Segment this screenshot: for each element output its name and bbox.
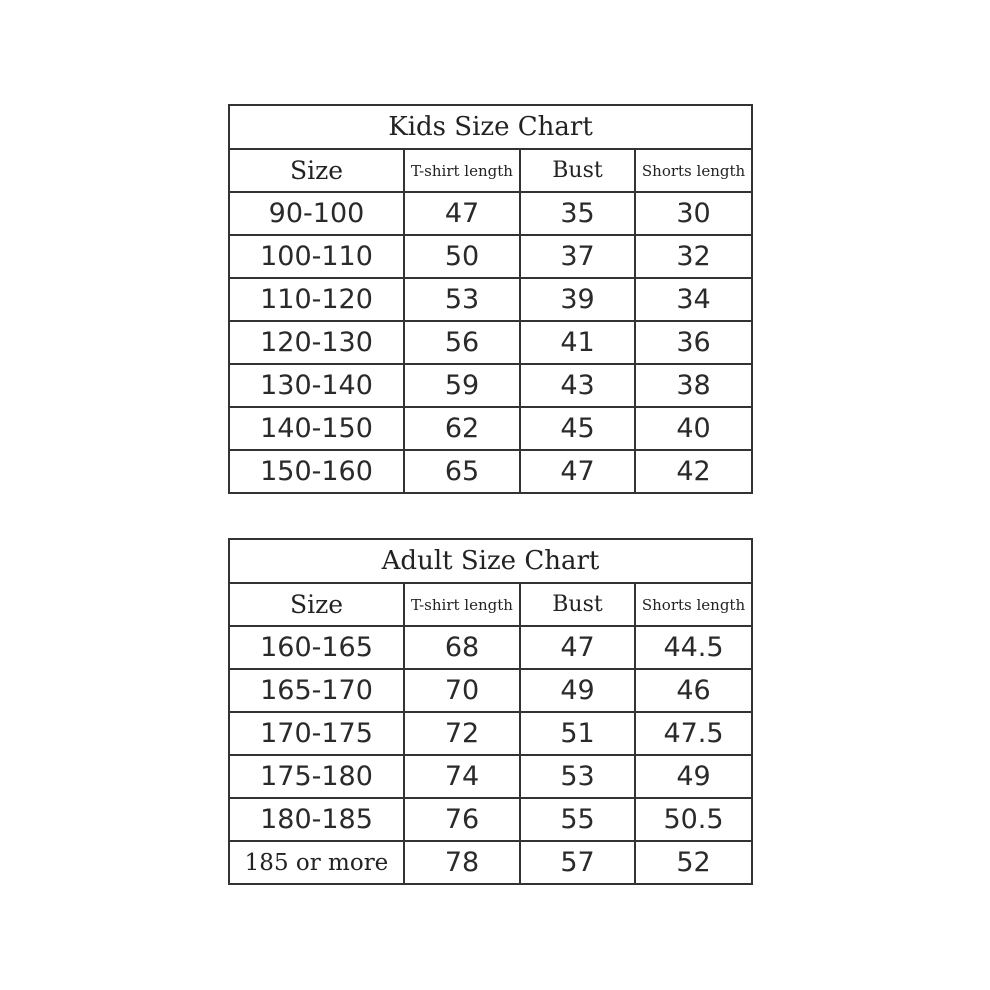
bust-cell: 51 bbox=[520, 712, 635, 755]
shorts-length-cell: 46 bbox=[635, 669, 752, 712]
adult-size-chart-table bbox=[228, 538, 753, 885]
table-row bbox=[229, 669, 752, 712]
bust-cell: 37 bbox=[520, 235, 635, 278]
header-tshirt-length: T-shirt length bbox=[404, 149, 520, 192]
tshirt-length-cell: 72 bbox=[404, 712, 520, 755]
size-cell: 120-130 bbox=[229, 321, 404, 364]
table-row bbox=[229, 192, 752, 235]
bust-cell: 55 bbox=[520, 798, 635, 841]
table-row bbox=[229, 407, 752, 450]
size-cell: 180-185 bbox=[229, 798, 404, 841]
shorts-length-cell: 30 bbox=[635, 192, 752, 235]
table-row bbox=[229, 798, 752, 841]
bust-cell: 53 bbox=[520, 755, 635, 798]
bust-cell: 35 bbox=[520, 192, 635, 235]
shorts-length-cell: 50.5 bbox=[635, 798, 752, 841]
kids-chart-title: Kids Size Chart bbox=[229, 105, 752, 149]
shorts-length-cell: 32 bbox=[635, 235, 752, 278]
table-title-row bbox=[229, 105, 752, 149]
tshirt-length-cell: 68 bbox=[404, 626, 520, 669]
header-bust: Bust bbox=[520, 149, 635, 192]
size-cell: 175-180 bbox=[229, 755, 404, 798]
table-header-row bbox=[229, 583, 752, 626]
tshirt-length-cell: 59 bbox=[404, 364, 520, 407]
size-cell: 170-175 bbox=[229, 712, 404, 755]
size-cell: 140-150 bbox=[229, 407, 404, 450]
shorts-length-cell: 36 bbox=[635, 321, 752, 364]
bust-cell: 45 bbox=[520, 407, 635, 450]
adult-chart-title: Adult Size Chart bbox=[229, 539, 752, 583]
tshirt-length-cell: 70 bbox=[404, 669, 520, 712]
tshirt-length-cell: 53 bbox=[404, 278, 520, 321]
table-row bbox=[229, 278, 752, 321]
bust-cell: 41 bbox=[520, 321, 635, 364]
header-bust: Bust bbox=[520, 583, 635, 626]
table-row bbox=[229, 235, 752, 278]
tshirt-length-cell: 50 bbox=[404, 235, 520, 278]
table-title-row bbox=[229, 539, 752, 583]
table-row bbox=[229, 841, 752, 884]
shorts-length-cell: 47.5 bbox=[635, 712, 752, 755]
size-cell: 150-160 bbox=[229, 450, 404, 493]
bust-cell: 57 bbox=[520, 841, 635, 884]
size-cell: 90-100 bbox=[229, 192, 404, 235]
table-row bbox=[229, 626, 752, 669]
tshirt-length-cell: 76 bbox=[404, 798, 520, 841]
shorts-length-cell: 38 bbox=[635, 364, 752, 407]
header-shorts-length: Shorts length bbox=[635, 583, 752, 626]
header-size: Size bbox=[229, 583, 404, 626]
kids-size-chart-table bbox=[228, 104, 753, 494]
shorts-length-cell: 44.5 bbox=[635, 626, 752, 669]
bust-cell: 47 bbox=[520, 450, 635, 493]
tshirt-length-cell: 78 bbox=[404, 841, 520, 884]
table-row bbox=[229, 321, 752, 364]
bust-cell: 49 bbox=[520, 669, 635, 712]
table-row bbox=[229, 450, 752, 493]
bust-cell: 39 bbox=[520, 278, 635, 321]
size-cell: 165-170 bbox=[229, 669, 404, 712]
size-cell: 110-120 bbox=[229, 278, 404, 321]
size-cell: 160-165 bbox=[229, 626, 404, 669]
tshirt-length-cell: 62 bbox=[404, 407, 520, 450]
table-row bbox=[229, 755, 752, 798]
tshirt-length-cell: 74 bbox=[404, 755, 520, 798]
tshirt-length-cell: 47 bbox=[404, 192, 520, 235]
table-header-row bbox=[229, 149, 752, 192]
size-cell: 185 or more bbox=[229, 841, 404, 884]
shorts-length-cell: 52 bbox=[635, 841, 752, 884]
size-cell: 130-140 bbox=[229, 364, 404, 407]
size-cell: 100-110 bbox=[229, 235, 404, 278]
table-row bbox=[229, 364, 752, 407]
shorts-length-cell: 40 bbox=[635, 407, 752, 450]
header-tshirt-length: T-shirt length bbox=[404, 583, 520, 626]
header-size: Size bbox=[229, 149, 404, 192]
tshirt-length-cell: 65 bbox=[404, 450, 520, 493]
bust-cell: 43 bbox=[520, 364, 635, 407]
bust-cell: 47 bbox=[520, 626, 635, 669]
header-shorts-length: Shorts length bbox=[635, 149, 752, 192]
table-row bbox=[229, 712, 752, 755]
shorts-length-cell: 42 bbox=[635, 450, 752, 493]
shorts-length-cell: 49 bbox=[635, 755, 752, 798]
tshirt-length-cell: 56 bbox=[404, 321, 520, 364]
shorts-length-cell: 34 bbox=[635, 278, 752, 321]
